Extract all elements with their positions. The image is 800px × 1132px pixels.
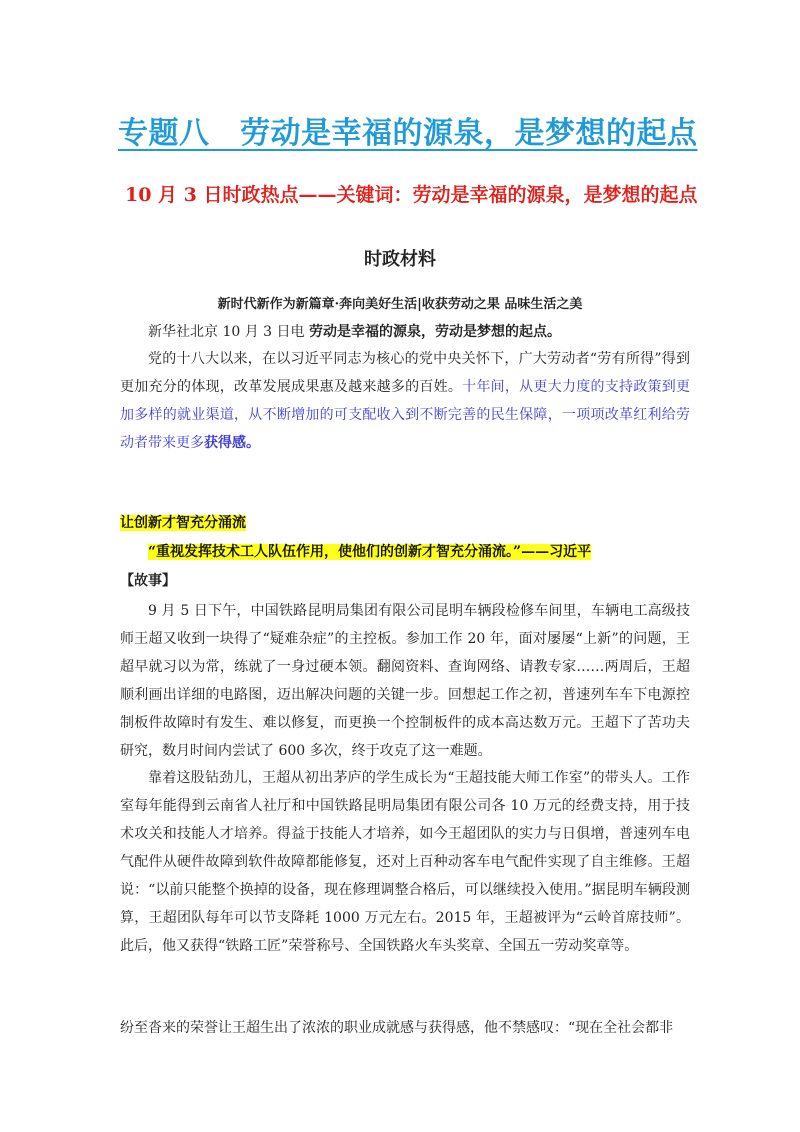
dateline-text: 新华社北京 10 月 3 日电 xyxy=(148,324,309,340)
section-heading: 时政材料 xyxy=(364,249,436,270)
quote-text: “重视发挥技术工人队伍作用，使他们的创新才智充分涌流。”——习近平 xyxy=(148,544,592,560)
highlighted-heading-text: 让创新才智充分涌流 xyxy=(120,515,246,531)
hot-topic-subtitle: 10 月 3 日时政热点——关键词：劳动是幸福的源泉，是梦想的起点 xyxy=(125,184,698,206)
article-paragraph xyxy=(120,345,690,457)
paragraph-plain-text: 党的十八大以来，在以习近平同志为核心的党中央关怀下，广大劳动者“劳有所得”得到更加充分的体现，改革发展成果惠及越来越多的百姓。 xyxy=(120,351,690,395)
story-paragraph-3: 纷至沓来的荣誉让王超生出了浓浓的职业成就感与获得感，他不禁感叹：“现在全社会都非 xyxy=(120,1020,674,1036)
paragraph-blue-text: 十年间，从更大力度的支持政策到更加多样的就业渠道，从不断增加的可支配收入到不断完善的民生保障，一项项改革红利给劳动者带来更多 xyxy=(120,379,691,451)
highlighted-heading xyxy=(120,512,246,532)
page-title: 专题八 劳动是幸福的源泉，是梦想的起点 xyxy=(118,116,698,151)
article-headline: 新时代新作为新篇章·奔向美好生活|收获劳动之果 品味生活之美 xyxy=(217,297,583,312)
story-label: 【故事】 xyxy=(120,573,176,589)
dateline-bold-text: 劳动是幸福的源泉，劳动是梦想的起点。 xyxy=(308,324,561,340)
quote-line xyxy=(148,541,591,561)
article-dateline-paragraph xyxy=(120,318,690,346)
story-paragraph-2: 靠着这股钻劲儿，王超从初出茅庐的学生成长为“王超技能大师工作室”的带头人。工作室每年能得到云南省人社厅和中国铁路昆明局集团有限公司各 10 万元的经费支持，用于技术攻关和技能人才培养。得益于技能人才培养，如今王超团队的实力与日俱增，普速列车电气配件从硬件故障到软件故障都能修复，还对上百种动客车电气配件实现了自主维修。王超说：“以前只能整个换掉的设备，现在修理调整合格后，可以继续投入使用。”据昆明车辆段测算，王超团队每年可以节支降耗 1000 万元左右。2015 年，王超被评为“云岭首席技师”。此后，他又获得“铁路工匠”荣誉称号、全国铁路火车头奖章、全国五一劳动奖章等。 xyxy=(120,770,690,954)
story-paragraph-1: 9 月 5 日下午，中国铁路昆明局集团有限公司昆明车辆段检修车间里，车辆电工高级技师王超又收到一块得了“疑难杂症”的主控板。参加工作 20 年，面对屡屡“上新”的问题，王超早就习以为常，练就了一身过硬本领。翻阅资料、查询网络、请教专家……两周后，王超顺利画出详细的电路图，迈出解决问题的关键一步。回想起工作之初，普速列车车下电源控制板件故障时有发生、难以修复，而更换一个控制板件的成本高达数万元。王超下了苦功夫研究，数月时间内尝试了 600 多次，终于攻克了这一难题。 xyxy=(120,603,690,759)
paragraph-blue-bold-text: 获得感。 xyxy=(204,435,260,451)
